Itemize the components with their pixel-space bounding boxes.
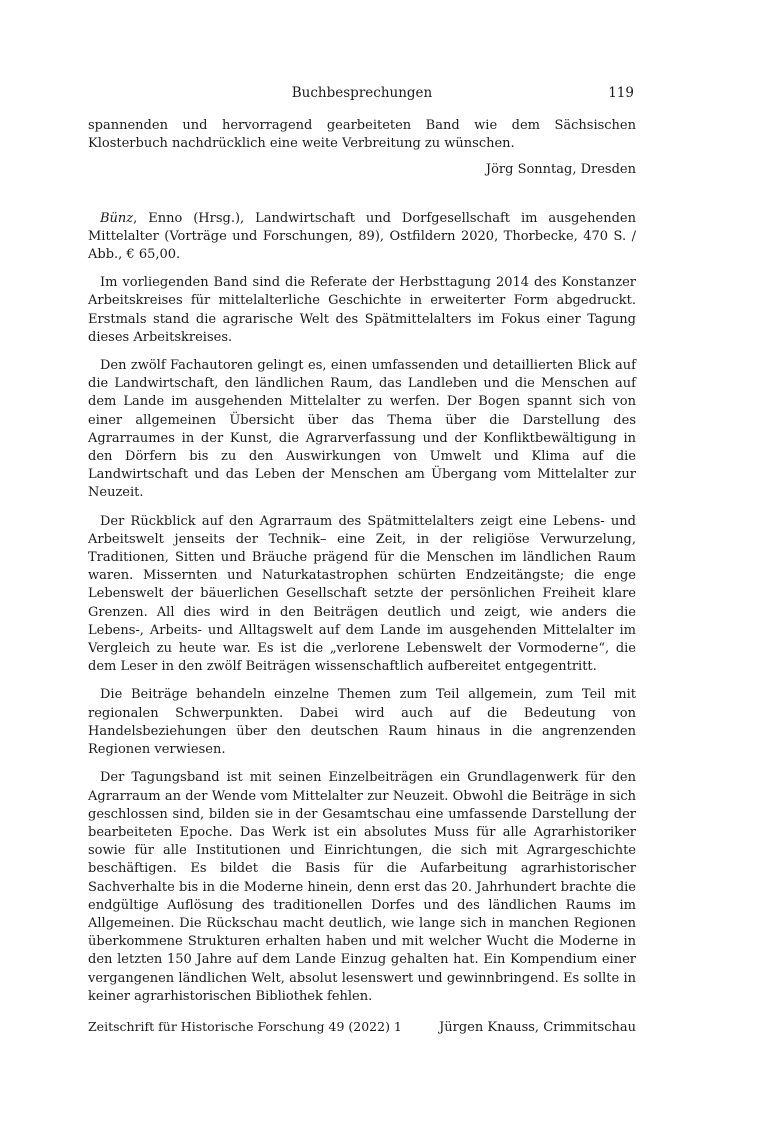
bibliographic-entry bbox=[88, 210, 636, 265]
reviewer-signature: Jürgen Knauss, Crimmitschau bbox=[439, 1019, 636, 1035]
review-paragraph: Den zwölf Fachautoren gelingt es, einen umfassenden und detaillierten Blick auf die Landwirtschaft, den ländlichen Raum, das Landleben und die Menschen auf dem Lande im ausgehenden Mittelalter zu werfen. Der Bogen spannt sich von einer allgemeinen Übersicht über das Thema über die Darstellung des Agrarraumes in der Kunst, die Agrarverfassung und der Konfliktbewältigung in den Dörfern bis zu den Auswirkungen von Umwelt und Klima auf die Landwirtschaft und das Leben der Menschen am Übergang vom Mittelalter zur Neuzeit. bbox=[88, 358, 636, 501]
review-paragraph: Die Beiträge behandeln einzelne Themen zum Teil allgemein, zum Teil mit regionalen Schwerpunkten. Dabei wird auch auf die Bedeutung von Handelsbeziehungen über den deutschen Raum hinaus in die angrenzenden Regionen verwiesen. bbox=[88, 687, 636, 758]
page-number: 119 bbox=[608, 85, 634, 101]
review-paragraph: Der Rückblick auf den Agrarraum des Spätmittelalters zeigt eine Lebens- und Arbeitswelt jenseits der Technik– eine Zeit, in der religiöse Verwurzelung, Traditionen, Sitten und Bräuche prägend für die Menschen im ländlichen Raum waren. Missernten und Naturkatastrophen schürten Endzeitängste; die enge Lebenswelt der bäuerlichen Gesellschaft setzte der persönlichen Freiheit klare Grenzen. All dies wird in den Beiträgen deutlich und zeigt, wie anders die Lebens-, Arbeits- und Alltagswelt auf dem Lande im ausgehenden Mittelalter im Vergleich zu heute war. Es ist die „verlorene Lebenswelt der Vormoderne“, die dem Leser in den zwölf Beiträgen wissenschaftlich aufbereitet entgegentritt. bbox=[88, 513, 636, 675]
previous-review-closing: spannenden und hervorragend gearbeiteten Band wie dem Sächsischen Klosterbuch nachdrücklich eine weite Verbreitung zu wünschen. bbox=[88, 118, 636, 152]
running-head bbox=[88, 84, 636, 102]
review-paragraph: Der Tagungsband ist mit seinen Einzelbeiträgen ein Grundlagenwerk für den Agrarraum an der Wende vom Mittelalter zur Neuzeit. Obwohl die Beiträge in sich geschlossen sind, bilden sie in der Gesamtschau eine umfassende Darstellung der bearbeiteten Epoche. Das Werk ist ein absolutes Muss für alle Agrarhistoriker sowie für alle Institutionen und Einrichtungen, die sich mit Agrargeschichte beschäftigen. Es bildet die Basis für die Aufarbeitung agrarhistorischer Sachverhalte bis in die Moderne hinein, denn erst das 20. Jahrhundert brachte die endgültige Auflösung des traditionellen Dorfes und des ländlichen Raums im Allgemeinen. Die Rückschau macht deutlich, wie lange sich in manchen Regionen überkommene Strukturen erhalten haben und mit welcher Wucht die Moderne in den letzten 150 Jahre auf dem Lande Einzug gehalten hat. Ein Kompendium einer vergangenen ländlichen Welt, absolut lesenswert und gewinnbringend. Es sollte in keiner agrarhistorischen Bibliothek fehlen. bbox=[88, 770, 636, 1004]
book-citation: , Enno (Hrsg.), Landwirtschaft und Dorfgesellschaft im ausgehenden Mittelalter (Vorträge und Forschungen, 89), Ostfildern 2020, Thorbecke, 470 S. / Abb., € 65,00. bbox=[88, 210, 636, 263]
document-page bbox=[88, 0, 636, 1131]
journal-footer: Zeitschrift für Historische Forschung 49 (2022) 1 bbox=[88, 1019, 402, 1034]
review-paragraph: Im vorliegenden Band sind die Referate der Herbsttagung 2014 des Konstanzer Arbeitskreises für mittelalterliche Geschichte in erweiterter Form abgedruckt. Erstmals stand die agrarische Welt des Spätmittelalters im Fokus einer Tagung dieses Arbeitskreises. bbox=[88, 275, 636, 345]
body-text bbox=[88, 117, 636, 1037]
book-author: Bünz bbox=[100, 210, 134, 226]
previous-reviewer-signature: Jörg Sonntag, Dresden bbox=[485, 162, 636, 178]
running-title: Buchbesprechungen bbox=[291, 85, 433, 101]
